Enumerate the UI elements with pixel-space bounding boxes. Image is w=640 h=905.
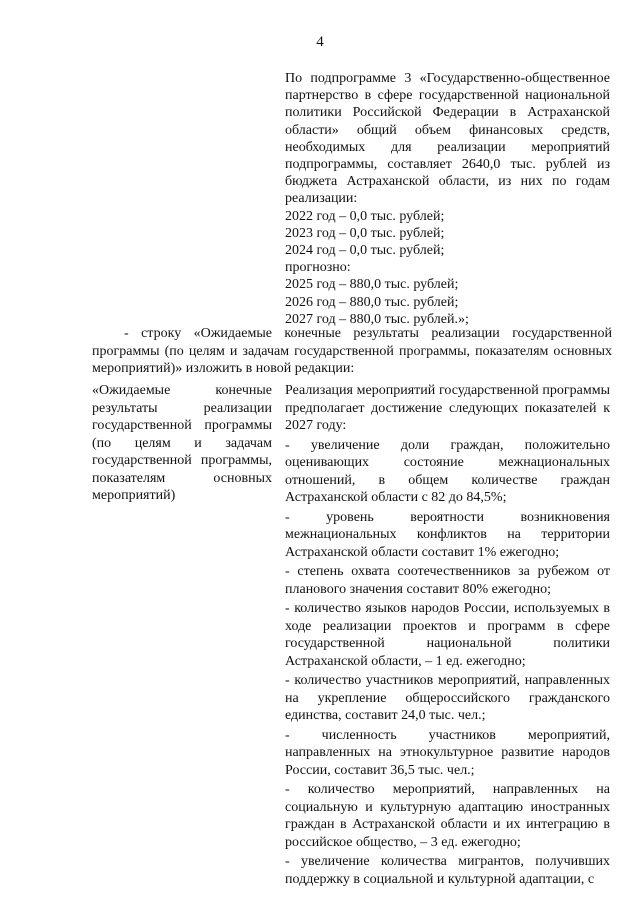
- results-item: - численность участников мероприятий, направленных на этнокультурное развитие народов России, составит 36,5 тыс. чел.;: [285, 727, 610, 778]
- results-item-intro: Реализация мероприятий государственной программы предполагает достижение следующих показателей к 2027 году:: [285, 383, 610, 433]
- funding-line-2026: 2026 год – 880,0 тыс. рублей;: [285, 294, 459, 310]
- funding-line-2024: 2024 год – 0,0 тыс. рублей;: [285, 243, 445, 259]
- amendment-intro: [92, 325, 612, 378]
- funding-line-forecast: прогнозно:: [285, 260, 351, 276]
- results-item: - уровень вероятности возникновения межнациональных конфликтов на территории Астраханской области составит 1% ежегодно;: [285, 509, 610, 560]
- page-number: 4: [316, 34, 324, 50]
- funding-line-2023: 2023 год – 0,0 тыс. рублей;: [285, 225, 445, 241]
- results-item: - увеличение количества мигрантов, получивших поддержку в социальной и культурной адаптации, с: [285, 854, 610, 887]
- results-item: - количество языков народов России, используемых в ходе реализации проектов и программ в сфере государственной национальной политики Астраханской области, – 1 ед. ежегодно;: [285, 601, 610, 669]
- expected-results-list: [285, 382, 610, 890]
- results-item: - увеличение доли граждан, положительно оценивающих состояние межнациональных отношений, в общем количестве граждан Астраханской области с 82 до 84,5%;: [285, 437, 610, 505]
- subprogram-3-paragraph: По подпрограмме 3 «Государственно-общественное партнерство в сфере государственной национальной политики Российской Федерации в Астраханской области» общий объем финансовых средств, необходимых для реализации мероприятий подпрограммы, составляет 2640,0 тыс. рублей из бюджета Астраханской области, из них по годам реализации:: [285, 71, 610, 207]
- funding-line-2027: 2027 год – 880,0 тыс. рублей.»;: [285, 311, 469, 327]
- funding-line-2022: 2022 год – 0,0 тыс. рублей;: [285, 208, 445, 224]
- results-item: - степень охвата соотечественников за рубежом от планового значения составит 80% ежегодно;: [285, 564, 610, 597]
- results-item: - количество мероприятий, направленных на социальную и культурную адаптацию иностранных граждан в Астраханской области и их интеграцию в российское общество, – 3 ед. ежегодно;: [285, 782, 610, 850]
- results-item: - количество участников мероприятий, направленных на укрепление общероссийского гражданского единства, составит 24,0 тыс. чел.;: [285, 673, 610, 723]
- row-label-expected-results: «Ожидаемые конечные результаты реализации государственной программы (по целям и задачам государственной программы, показателям основных мероприятий): [92, 383, 272, 503]
- funding-line-2025: 2025 год – 880,0 тыс. рублей;: [285, 277, 459, 293]
- amendment-intro-text: - строку «Ожидаемые конечные результаты реализации государственной программы (по целям и задачам государственной программы, показателям основных мероприятий)» изложить в новой редакции:: [92, 326, 612, 376]
- subprogram-3-funding-block: [285, 70, 610, 328]
